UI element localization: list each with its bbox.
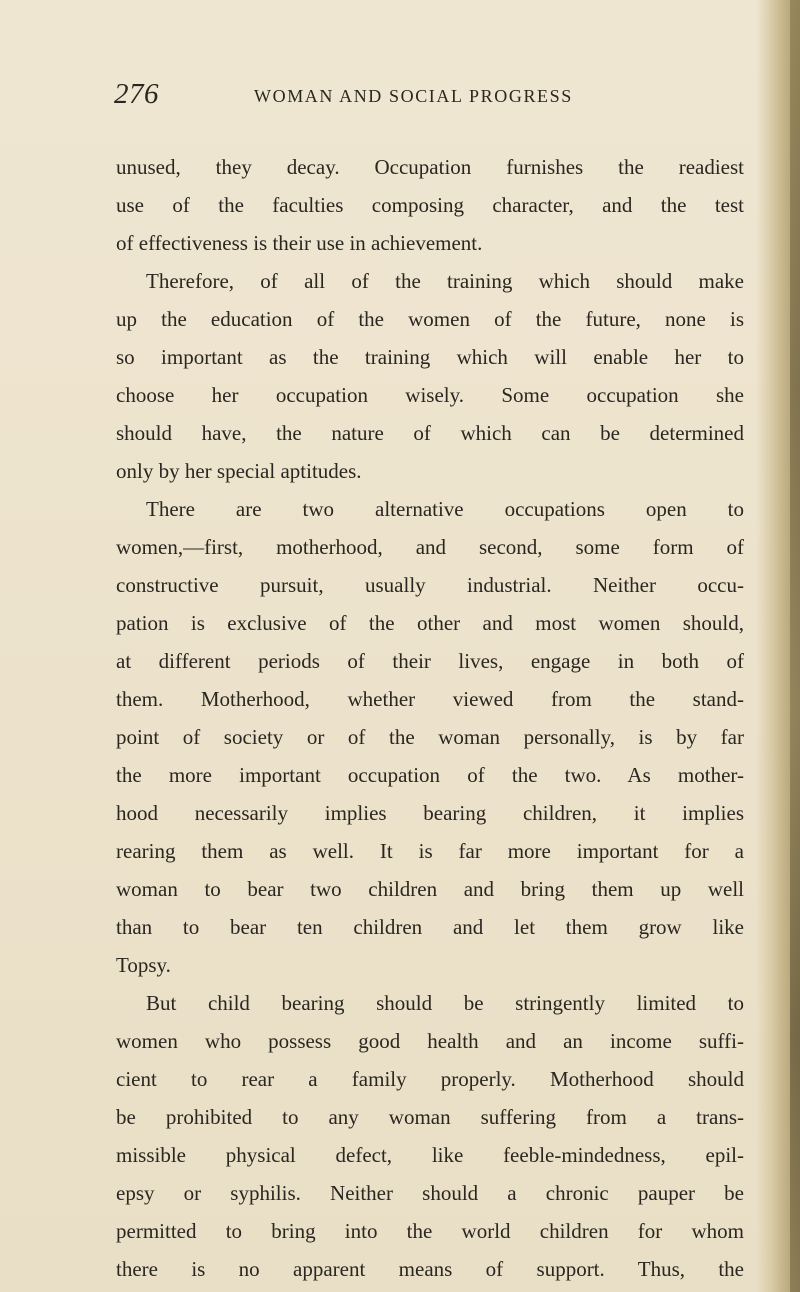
page-header	[114, 78, 734, 118]
text-line: permitted to bring into the world children for whom	[116, 1219, 744, 1243]
text-line: There are two alternative occupations open to	[146, 497, 744, 521]
text-line: hood necessarily implies bearing children, it implies	[116, 801, 744, 825]
text-line: pation is exclusive of the other and most women should,	[116, 611, 744, 635]
text-line: Topsy.	[116, 953, 171, 977]
text-line: the more important occupation of the two. As mother-	[116, 763, 744, 787]
text-line: use of the faculties composing character, and the test	[116, 193, 744, 217]
text-line: so important as the training which will enable her to	[116, 345, 744, 369]
running-head: WOMAN AND SOCIAL PROGRESS	[254, 86, 573, 106]
text-line: woman to bear two children and bring them up well	[116, 877, 744, 901]
text-line: rearing them as well. It is far more important for a	[116, 839, 744, 863]
text-line: at different periods of their lives, engage in both of	[116, 649, 744, 673]
page-binding-edge	[790, 0, 800, 1292]
text-line: up the education of the women of the future, none is	[116, 307, 744, 331]
text-line: than to bear ten children and let them grow like	[116, 915, 744, 939]
body-text	[116, 148, 744, 1288]
text-line: there is no apparent means of support. Thus, the	[116, 1257, 744, 1281]
text-line: point of society or of the woman personally, is by far	[116, 725, 744, 749]
text-line: them. Motherhood, whether viewed from the stand-	[116, 687, 744, 711]
text-line: Therefore, of all of the training which should make	[146, 269, 744, 293]
text-line: epsy or syphilis. Neither should a chronic pauper be	[116, 1181, 744, 1205]
text-line: women who possess good health and an income suffi-	[116, 1029, 744, 1053]
text-line: women,—first, motherhood, and second, some form of	[116, 535, 744, 559]
text-line: of effectiveness is their use in achievement.	[116, 231, 483, 255]
text-line: choose her occupation wisely. Some occupation she	[116, 383, 744, 407]
text-line: But child bearing should be stringently limited to	[146, 991, 744, 1015]
text-line: should have, the nature of which can be determined	[116, 421, 744, 445]
page-number: 276	[114, 78, 159, 110]
text-line: be prohibited to any woman suffering from a trans-	[116, 1105, 744, 1129]
text-line: only by her special aptitudes.	[116, 459, 362, 483]
text-line: constructive pursuit, usually industrial. Neither occu-	[116, 573, 744, 597]
text-line: unused, they decay. Occupation furnishes the readiest	[116, 155, 744, 179]
text-line: cient to rear a family properly. Motherhood should	[116, 1067, 744, 1091]
text-line: missible physical defect, like feeble-mindedness, epil-	[116, 1143, 744, 1167]
